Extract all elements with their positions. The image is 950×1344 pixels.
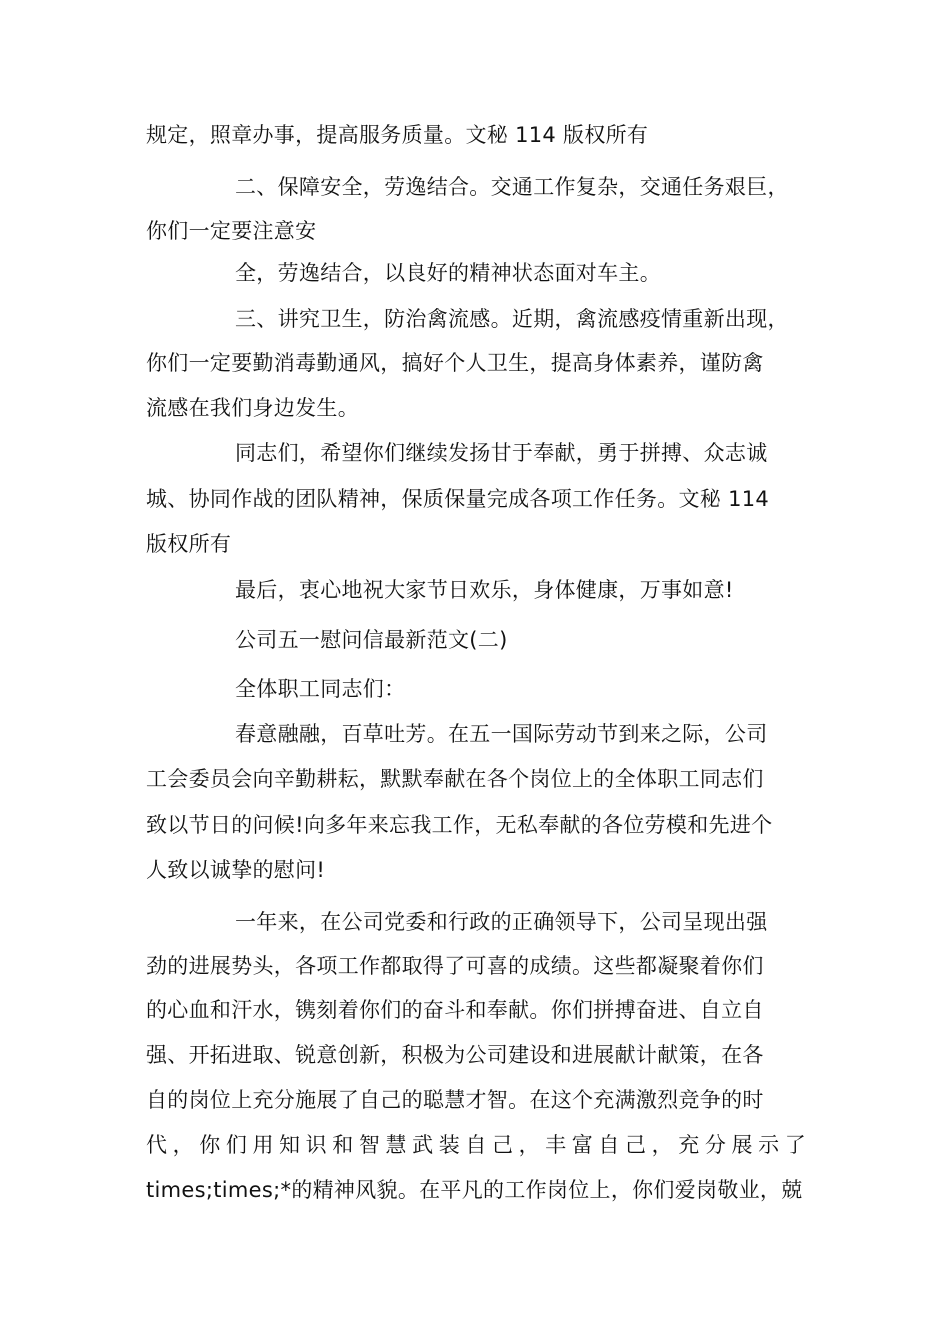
text-line: 你们一定要注意安	[146, 219, 317, 243]
text-line: 同志们，希望你们继续发扬甘于奉献，勇于拼搏、众志诚	[235, 441, 768, 465]
text-line: 人致以诚挚的慰问!	[146, 858, 326, 882]
text-line: 城、协同作战的团队精神，保质保量完成各项工作任务。文秘 114	[146, 487, 770, 511]
text-line: 你们一定要勤消毒勤通风，搞好个人卫生，提高身体素养，谨防禽	[146, 351, 764, 375]
text-line: 流感在我们身边发生。	[146, 396, 359, 420]
text-line: 强、开拓进取、锐意创新，积极为公司建设和进展献计献策，在各	[146, 1043, 764, 1067]
text-line: 的心血和汗水，镌刻着你们的奋斗和奉献。你们拼搏奋进、自立自	[146, 998, 764, 1022]
text-line: 代，你们用知识和智慧武装自己，丰富自己，充分展示了	[146, 1133, 806, 1157]
text-line: 春意融融，百草吐芳。在五一国际劳动节到来之际，公司	[235, 722, 768, 746]
section-heading: 公司五一慰问信最新范文(二)	[235, 628, 508, 652]
text-line: 工会委员会向辛勤耕耘，默默奉献在各个岗位上的全体职工同志们	[146, 767, 764, 791]
salutation: 全体职工同志们：	[235, 677, 406, 701]
text-line: 最后，衷心地祝大家节日欢乐，身体健康，万事如意!	[235, 578, 734, 602]
text-line: 劲的进展势头，各项工作都取得了可喜的成绩。这些都凝聚着你们	[146, 954, 764, 978]
text-line: 规定，照章办事，提高服务质量。文秘 114 版权所有	[146, 123, 649, 147]
text-line: 全，劳逸结合，以良好的精神状态面对车主。	[235, 261, 661, 285]
text-line: 二、保障安全，劳逸结合。交通工作复杂，交通任务艰巨，	[235, 175, 789, 199]
text-line: times;times;*的精神风貌。在平凡的工作岗位上，你们爱岗敬业，兢	[146, 1178, 803, 1202]
text-line: 自的岗位上充分施展了自己的聪慧才智。在这个充满激烈竞争的时	[146, 1088, 764, 1112]
text-line: 三、讲究卫生，防治禽流感。近期，禽流感疫情重新出现，	[235, 307, 789, 331]
text-line: 致以节日的问候!向多年来忘我工作，无私奉献的各位劳模和先进个	[146, 813, 773, 837]
text-line: 版权所有	[146, 532, 232, 556]
text-line: 一年来，在公司党委和行政的正确领导下，公司呈现出强	[235, 910, 768, 934]
